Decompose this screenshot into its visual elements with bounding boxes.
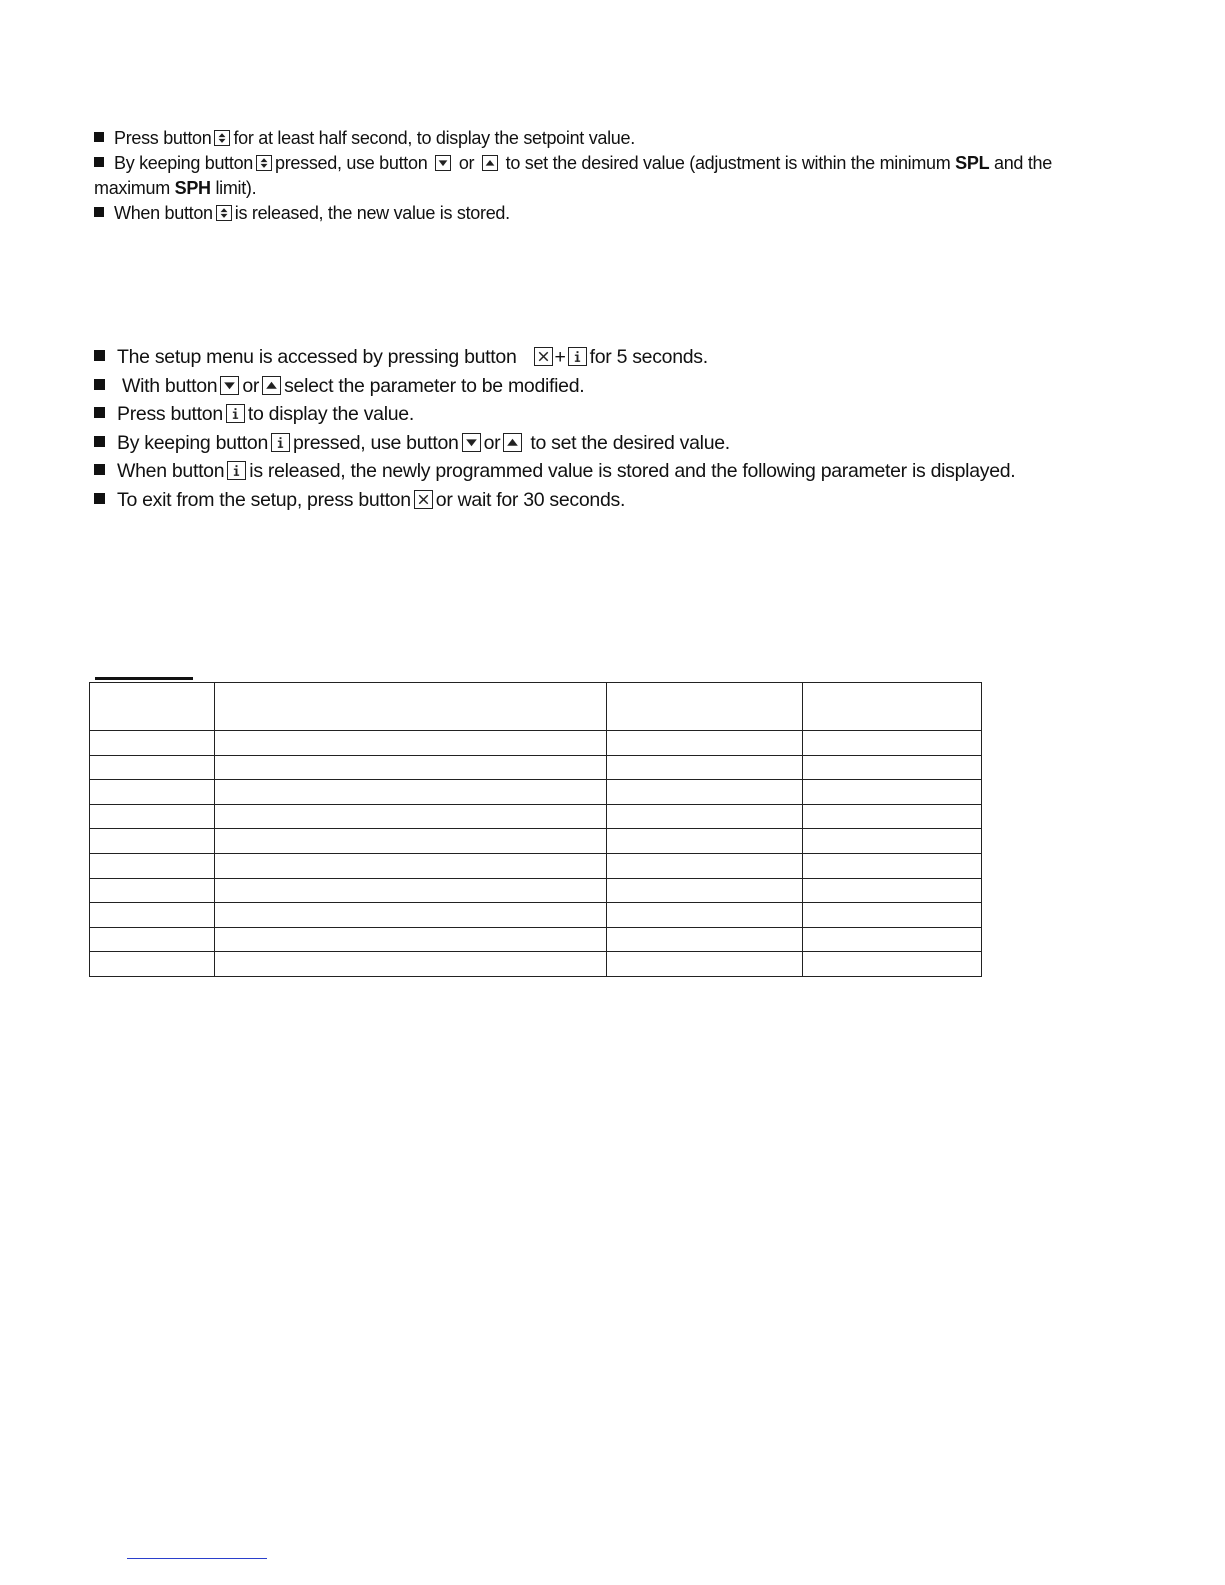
table-row [90, 731, 982, 756]
table-cell [215, 878, 607, 903]
bullet-square-icon [94, 379, 105, 390]
setup-bullet-4: By keeping button pressed, use button or to set the desired value. [94, 429, 1114, 458]
table-cell [607, 878, 803, 903]
table-cell [215, 829, 607, 854]
down-triangle-key-icon [220, 376, 239, 395]
table-cell [803, 755, 982, 780]
table-header-row [90, 683, 982, 731]
bullet-square-icon [94, 350, 105, 361]
table-cell [607, 804, 803, 829]
table-cell [215, 853, 607, 878]
table-cell [607, 780, 803, 805]
table-cell [803, 927, 982, 952]
table-cell [803, 853, 982, 878]
bullet-square-icon [94, 464, 105, 475]
table-cell [607, 683, 803, 731]
table-cell [607, 829, 803, 854]
table-cell [215, 804, 607, 829]
table-row [90, 780, 982, 805]
table-cell [90, 804, 215, 829]
info-key-icon [227, 461, 246, 480]
table-cell [90, 853, 215, 878]
table-cell [90, 683, 215, 731]
table-cell [215, 952, 607, 977]
info-key-icon [271, 433, 290, 452]
bullet-square-icon [94, 407, 105, 418]
table-cell [803, 804, 982, 829]
table-cell [803, 683, 982, 731]
table-row [90, 952, 982, 977]
table-row [90, 927, 982, 952]
table-cell [90, 780, 215, 805]
x-key-icon [414, 490, 433, 509]
up-triangle-key-icon [503, 433, 522, 452]
table-row [90, 804, 982, 829]
table-row [90, 853, 982, 878]
parameter-table [89, 682, 982, 977]
table-cell [803, 878, 982, 903]
bullet-square-icon [94, 157, 104, 167]
table-cell [90, 952, 215, 977]
table-cell [215, 683, 607, 731]
setup-bullet-1: The setup menu is accessed by pressing button + for 5 seconds. [94, 343, 1114, 372]
setpoint-bullet-2: By keeping button pressed, use button or to set the desired value (adjustment is within the minimum SPL and the maximum SPH limit). [94, 153, 1052, 198]
setpoint-bullet-1: Press button for at least half second, to display the setpoint value. [94, 126, 1114, 151]
table-cell [90, 878, 215, 903]
setup-bullet-3: Press button to display the value. [94, 400, 1114, 429]
down-triangle-key-icon [435, 155, 451, 171]
table-cell [215, 755, 607, 780]
table-cell [90, 755, 215, 780]
table-cell [803, 829, 982, 854]
updown-arrows-key-icon [216, 205, 232, 221]
table-cell [607, 927, 803, 952]
table-cell [607, 952, 803, 977]
up-triangle-key-icon [482, 155, 498, 171]
updown-arrows-key-icon [256, 155, 272, 171]
table-row [90, 878, 982, 903]
table-cell [90, 829, 215, 854]
x-key-icon [534, 347, 553, 366]
table-cell [215, 903, 607, 928]
table-row [90, 903, 982, 928]
table-cell [607, 755, 803, 780]
setpoint-instructions [94, 126, 1114, 226]
down-triangle-key-icon [462, 433, 481, 452]
setup-bullet-5: When button is released, the newly programmed value is stored and the following parameter is displayed. [94, 457, 1114, 486]
table-cell [607, 903, 803, 928]
table-cell [803, 903, 982, 928]
table-cell [607, 731, 803, 756]
table-cell [90, 903, 215, 928]
setpoint-bullet-3: When button is released, the new value is stored. [94, 201, 1114, 226]
updown-arrows-key-icon [214, 130, 230, 146]
table-header-rule [95, 677, 193, 680]
setup-instructions [94, 343, 1114, 514]
table-row [90, 755, 982, 780]
setup-bullet-6: To exit from the setup, press button or wait for 30 seconds. [94, 486, 1114, 515]
setup-bullet-2: With button or select the parameter to be modified. [94, 372, 1114, 401]
table-cell [90, 927, 215, 952]
table-row [90, 829, 982, 854]
table-cell [803, 952, 982, 977]
bullet-square-icon [94, 207, 104, 217]
info-key-icon [226, 404, 245, 423]
footer-link[interactable] [127, 1558, 267, 1559]
bullet-square-icon [94, 132, 104, 142]
bullet-square-icon [94, 493, 105, 504]
table-cell [803, 780, 982, 805]
table-cell [215, 927, 607, 952]
info-key-icon [568, 347, 587, 366]
table-cell [90, 731, 215, 756]
table-cell [215, 731, 607, 756]
up-triangle-key-icon [262, 376, 281, 395]
table-cell [803, 731, 982, 756]
table-cell [215, 780, 607, 805]
bullet-square-icon [94, 436, 105, 447]
table-cell [607, 853, 803, 878]
